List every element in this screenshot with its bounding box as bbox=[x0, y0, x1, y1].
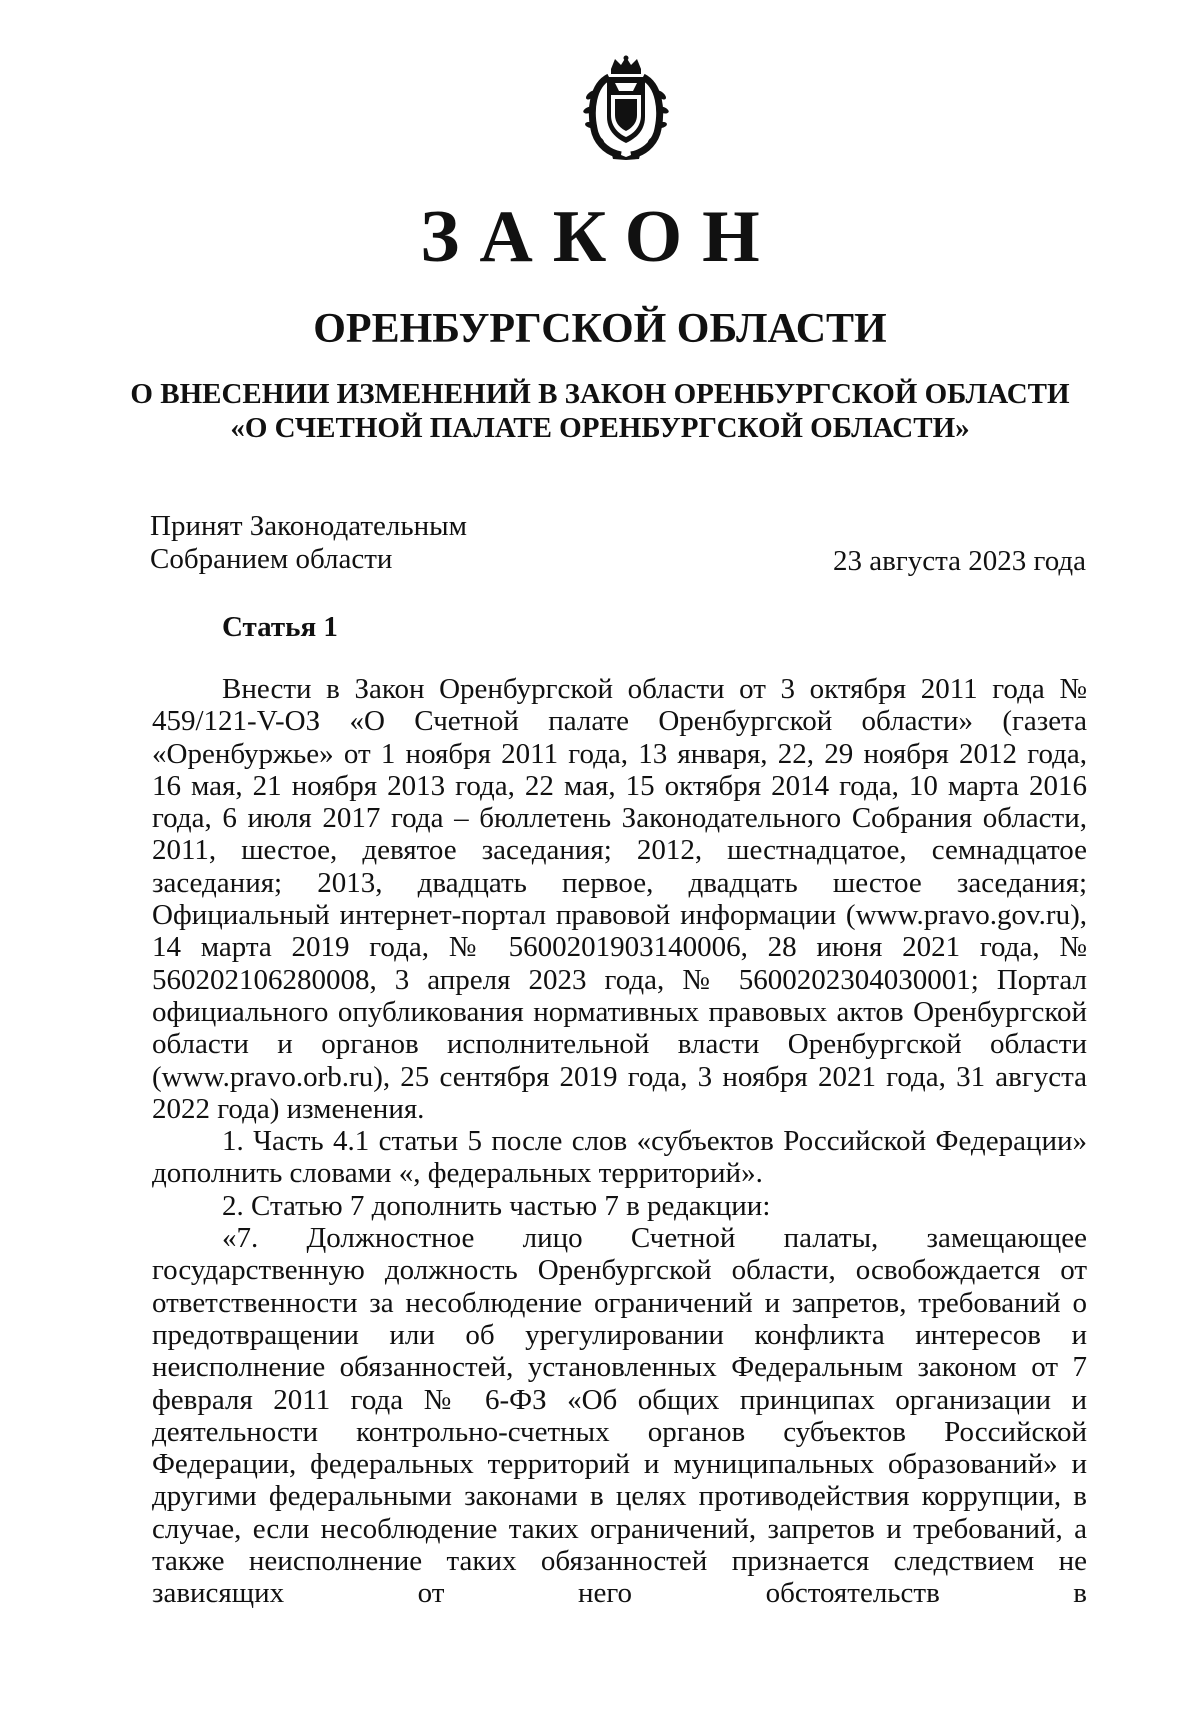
article-paragraph: «7. Должностное лицо Счетной палаты, замещающее государственную должность Оренбургской области, освобождается от ответственности за несоблюдение ограничений и запретов, требований о предотвращении или об урегулировании конфликта интересов и неисполнение обязанностей, установленных Федеральным законом от 7 февраля 2011 года № 6-ФЗ «Об общих принципах организации и деятельности контрольно-счетных органов субъектов Российской Федерации, федеральных территорий и муниципальных образований» и другими федеральными законами в целях противодействия коррупции, в случае, если несоблюдение таких ограничений, запретов и требований, а также неисполнение таких обязанностей признается следствием не зависящих от него обстоятельств в bbox=[152, 1222, 1087, 1610]
article-paragraph: 2. Статью 7 дополнить частью 7 в редакции: bbox=[222, 1189, 771, 1222]
subtitle-line-1: О ВНЕСЕНИИ ИЗМЕНЕНИЙ В ЗАКОН ОРЕНБУРГСКОЙ ОБЛАСТИ bbox=[130, 378, 1070, 410]
article-body bbox=[152, 673, 1087, 1610]
document-title: ЗАКОН bbox=[420, 196, 780, 278]
adoption-note bbox=[150, 510, 467, 576]
document-subtitle bbox=[0, 377, 1200, 445]
document-region: ОРЕНБУРГСКОЙ ОБЛАСТИ bbox=[313, 306, 887, 352]
adoption-line-1: Принят Законодательным bbox=[150, 510, 467, 542]
adoption-date: 23 августа 2023 года bbox=[833, 545, 1086, 577]
subtitle-line-2: «О СЧЕТНОЙ ПАЛАТЕ ОРЕНБУРГСКОЙ ОБЛАСТИ» bbox=[230, 412, 970, 444]
article-heading: Статья 1 bbox=[222, 611, 338, 643]
coat-of-arms-icon bbox=[581, 55, 671, 160]
article-paragraph: Внести в Закон Оренбургской области от 3 октября 2011 года № 459/121-V-ОЗ «О Счетной палате Оренбургской области» (газета «Оренбуржье» от 1 ноября 2011 года, 13 января, 22, 29 ноября 2012 года, 16 мая, 21 ноября 2013 года, 22 мая, 15 октября 2014 года, 10 марта 2016 года, 6 июля 2017 года – бюллетень Законодательного Собрания области, 2011, шестое, девятое заседания; 2012, шестнадцатое, семнадцатое заседания; 2013, двадцать первое, двадцать шестое заседания; Официальный интернет-портал правовой информации (www.pravo.gov.ru), 14 марта 2019 года, № 5600201903140006, 28 июня 2021 года, № 560202106280008, 3 апреля 2023 года, № 5600202304030001; Портал официального опубликования нормативных правовых актов Оренбургской области и органов исполнительной власти Оренбургской области (www.pravo.orb.ru), 25 сентября 2019 года, 3 ноября 2021 года, 31 августа 2022 года) изменения. bbox=[152, 673, 1087, 1125]
article-paragraph: 1. Часть 4.1 статьи 5 после слов «субъектов Российской Федерации» дополнить словами «, федеральных территорий». bbox=[152, 1125, 1087, 1190]
adoption-line-2: Собранием области bbox=[150, 543, 393, 575]
